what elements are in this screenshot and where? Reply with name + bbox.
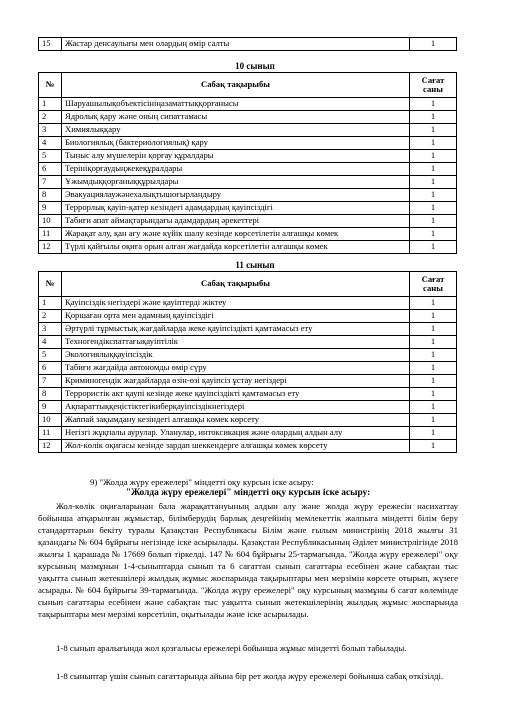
row-topic: Эвакуациялаужәнехалықтышоғырландыру [62,189,410,202]
col-header-num: № [39,73,62,98]
row-number: 8 [39,189,62,202]
row-hours: 1 [410,297,457,310]
row-hours: 1 [410,137,457,150]
row-number: 2 [39,310,62,323]
table-row [39,189,457,202]
table-row [39,323,457,336]
row-hours: 1 [410,310,457,323]
row-hours: 1 [410,98,457,111]
row-topic: Шаруашылықобъектісініңазаматтыққорғанысы [62,98,410,111]
row-topic: Криминогендік жағдайларда өзін-өзі қауіпсіз ұстау негіздері [62,375,410,388]
row-hours: 1 [410,323,457,336]
section-intro-line: 9) "Жолда жүру ережелері" міндетті оқу курсын іске асыру: [90,477,314,487]
grade11-table [38,271,457,453]
row-number: 7 [39,176,62,189]
row-topic: Түрлі қайғылы оқиға орын алған жағдайда көрсетілетін алғашқы көмек [62,241,410,254]
table-row [39,349,457,362]
row-hours: 1 [410,427,457,440]
row-topic: Террористік акт қаупі кезінде жеке қауіпсіздікті қамтамасыз ету [62,388,410,401]
table-row [39,241,457,254]
table-header-row [39,73,457,98]
table-row [39,124,457,137]
table-row [39,388,457,401]
row-topic: Негізгі жұқпалы аурулар. Уланулар, интоксикация және олардың алдын алу [62,427,410,440]
row-hours: 1 [410,349,457,362]
row-hours: 1 [410,202,457,215]
row-number: 4 [39,137,62,150]
grade10-title: 10 сынып [235,61,275,71]
row-hours: 1 [410,388,457,401]
row-hours: 1 [410,401,457,414]
table-row [39,150,457,163]
table-row [39,362,457,375]
row-number: 3 [39,323,62,336]
table-row [39,228,457,241]
row-number: 1 [39,297,62,310]
row-topic: Экологиялыққауіпсіздік [62,349,410,362]
col-header-topic: Сабақ тақырыбы [62,272,410,297]
row-hours: 1 [410,189,457,202]
table-row [39,98,457,111]
section-paragraph-2: 1-8 сынып аралығында жол қозғалысы ережелері бойынша жұмыс міндетті болып табылады. [56,643,407,653]
hours-header-line2: саны [423,283,443,293]
table-row [39,414,457,427]
table-row [39,310,457,323]
table-row [39,440,457,453]
row-number: 6 [39,163,62,176]
row-number: 10 [39,215,62,228]
row-number: 3 [39,124,62,137]
col-header-hours [410,73,457,98]
row-number: 2 [39,111,62,124]
row-number: 12 [39,241,62,254]
grade10-table [38,72,457,254]
row-number: 11 [39,228,62,241]
section-heading: "Жолда жүру ережелері" міндетті оқу курсын іске асыру: [125,488,371,498]
col-header-topic: Сабақ тақырыбы [62,73,410,98]
row-topic: Ядролық қару және оның сипаттамасы [62,111,410,124]
row-topic: Терініқорғаудыңжекеқұралдары [62,163,410,176]
hours-header-line1: Сағат [421,74,445,85]
hours-header-line2: саны [423,84,443,94]
row-number: 11 [39,427,62,440]
row-hours: 1 [410,241,457,254]
table-row [39,336,457,349]
row-topic: Қоршаған орта мен адамның қауіпсіздігі [62,310,410,323]
row-number: 9 [39,202,62,215]
row-hours: 1 [410,111,457,124]
row-topic: Тыныс алу мүшелерін қорғау құралдары [62,150,410,163]
table-row [39,375,457,388]
row-number: 1 [39,98,62,111]
row-topic: Жаппай зақымдану кезіндегі алғашқы көмек көрсету [62,414,410,427]
row-topic: Биологиялық (бактериологиялық) қару [62,137,410,150]
previous-table [38,37,457,51]
row-topic: Әртүрлі тұрмыстық жағдайларда жеке қауіпсіздікті қамтамасыз ету [62,323,410,336]
row-hours: 1 [410,414,457,427]
row-hours: 1 [410,163,457,176]
row-number: 5 [39,150,62,163]
table-row [39,163,457,176]
hours-header-line1: Сағат [421,273,445,284]
row-number: 7 [39,375,62,388]
row-hours: 1 [410,440,457,453]
row-hours: 1 [410,150,457,163]
row-number: 8 [39,388,62,401]
table-row [39,137,457,150]
table-row [39,38,457,51]
row-hours: 1 [410,362,457,375]
table-row [39,401,457,414]
row-topic: Жол-көлік оқиғасы кезінде зардап шеккендерге алғашқы көмек көрсету [62,440,410,453]
row-topic: Ақпараттыққеңістіктегікиберқауіпсіздікнегіздері [62,401,410,414]
row-number: 5 [39,349,62,362]
col-header-num: № [39,272,62,297]
grade11-title: 11 сынып [235,260,275,270]
section-paragraph-1: Жол-көлік оқиғаларынан бала жарақаттануының алдын алу және жолда жүру ережесін насихаттау бойынша атқарылған жұмыстар, білімберудің барлық деңгейінің мемлекеттік жалпыға міндетті білім беру стандарттарын бекіту туралы Қазақстан Республикасы Білім және ғылым министрінің 2018 жылғы 31 қазандағы № 604 бұйрығы негізінде іске асырылады. Қазақстан Республикасының Әділет министрлігінде 2018 жылғы 1 қарашада № 17669 болып тіркелді. 147 № 604 бұйрығы 25-тармағында. "Жолда жүру ережелері" оқу курсының мазмұнын 1-4-сыныптарда сынып та 6 сағаттан сынып сағаттары есебінен және сабақтан тыс уақытта сынып жетекшілері жылдық жұмыс жоспарында тақырыптары мен мерзімін көрсете отырып, жүзеге асырады. № 604 бұйрығы 39-тармағында. "Жолда жүру ережелері" оқу курсының мазмұны 6 сағат көлемінде сынып сағаттары есебінен және сабақтан тыс уақытта сынып жетекшілерінің жылдық жұмыс жоспарында тақырыптары мен мерзімі көрсетіліп, оқытылады және іске асырылады. [38,501,458,619]
row-hours: 1 [410,215,457,228]
row-hours: 1 [410,228,457,241]
row-hours: 1 [410,336,457,349]
table-row [39,176,457,189]
table-row [39,111,457,124]
row-hours: 1 [410,124,457,137]
col-header-hours [410,272,457,297]
row-number: 4 [39,336,62,349]
row-number: 6 [39,362,62,375]
row-topic: Табиғи апат аймақтарындағы адамдардың әрекеттері [62,215,410,228]
row-topic: Террорлық қауіп-қатер кезіндегі адамдардың қауіпсіздігі [62,202,410,215]
table-row [39,297,457,310]
table-header-row [39,272,457,297]
row-number: 12 [39,440,62,453]
table-row [39,215,457,228]
row-number: 9 [39,401,62,414]
row-topic: Табиғи жағдайда автономды өмір сүру [62,362,410,375]
row-topic: Қауіпсіздік негіздері және қауіптерді жіктеу [62,297,410,310]
row-topic: Техногендікспаттағықауіптілік [62,336,410,349]
table-row [39,427,457,440]
row-topic: Жастар денсаулығы мен олардың өмір салты [62,38,410,51]
row-number: 10 [39,414,62,427]
row-hours: 1 [410,176,457,189]
row-hours: 1 [410,375,457,388]
row-topic: Ұжымдыққорғаныққұрылдары [62,176,410,189]
table-row [39,202,457,215]
row-topic: Жарақат алу, қан ағу және күйік шалу кезінде көрсетілетін алғашқы көмек [62,228,410,241]
row-number: 15 [39,38,62,51]
row-topic: Химиялыққару [62,124,410,137]
row-hours: 1 [410,38,457,51]
section-paragraph-3: 1-8 сыныптар үшін сынып сағаттарында айына бір рет жолда жүру ережелері бойынша сабақ өткізілді. [56,671,444,681]
